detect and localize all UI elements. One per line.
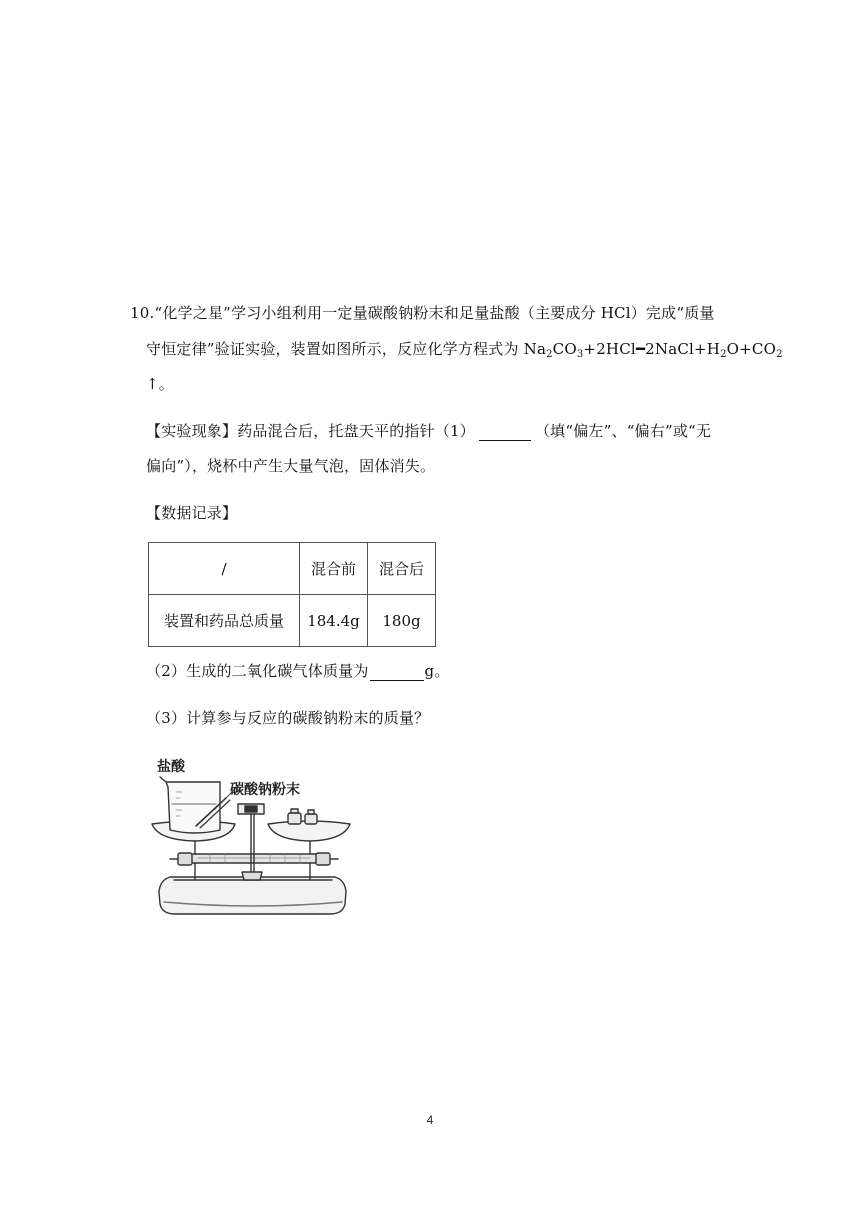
balance-illustration: [150, 752, 360, 917]
table-cell: 装置和药品总质量: [149, 595, 300, 647]
table-header-cell: 混合后: [368, 543, 436, 595]
answer-blank-2[interactable]: [370, 664, 424, 681]
table-header-cell: 混合前: [300, 543, 368, 595]
table-cell: 180g: [368, 595, 436, 647]
sub-question-3: （3）计算参与反应的碳酸钠粉末的质量？: [146, 709, 430, 727]
question-number: 10.: [130, 304, 155, 322]
question-text-line-2: 守恒定律”验证实验，装置如图所示，反应化学方程式为: [146, 340, 524, 358]
figure-label-powder: 碳酸钠粉末: [230, 782, 300, 798]
question-line-3: ↑。: [146, 375, 174, 393]
table-row: [149, 595, 436, 647]
sub-question-2-unit: g。: [424, 662, 450, 680]
chemical-equation: $Na_2CO_3+2HCl━2NaCl+H_2O+CO_2$: [523, 340, 783, 360]
phenomenon-text-post: （填“偏左”、“偏右”或“无: [534, 422, 712, 440]
page-number: 4: [426, 1113, 434, 1127]
phenomenon-line-1: [146, 421, 711, 441]
figure-label-acid: 盐酸: [157, 759, 185, 775]
data-record-heading: 【数据记录】: [146, 504, 238, 522]
table-header-row: [149, 543, 436, 595]
question-line-2: [146, 339, 783, 359]
sub-question-2: [146, 661, 450, 681]
phenomenon-line-2: 偏向”），烧杯中产生大量气泡，固体消失。: [146, 457, 436, 475]
balance-figure: [150, 752, 360, 917]
question-line-1: [130, 303, 715, 323]
phenomenon-text-pre: 【实验现象】药品混合后，托盘天平的指针（1）: [146, 422, 475, 440]
table-cell: 184.4g: [300, 595, 368, 647]
sub-question-2-text: （2）生成的二氧化碳气体质量为: [146, 662, 369, 680]
data-table: [148, 542, 436, 647]
question-text-line-1: “化学之星”学习小组利用一定量碳酸钠粉末和足量盐酸（主要成分 HCl）完成“质量: [154, 304, 715, 322]
answer-blank-1[interactable]: [479, 424, 531, 441]
table-header-cell: /: [149, 543, 300, 595]
